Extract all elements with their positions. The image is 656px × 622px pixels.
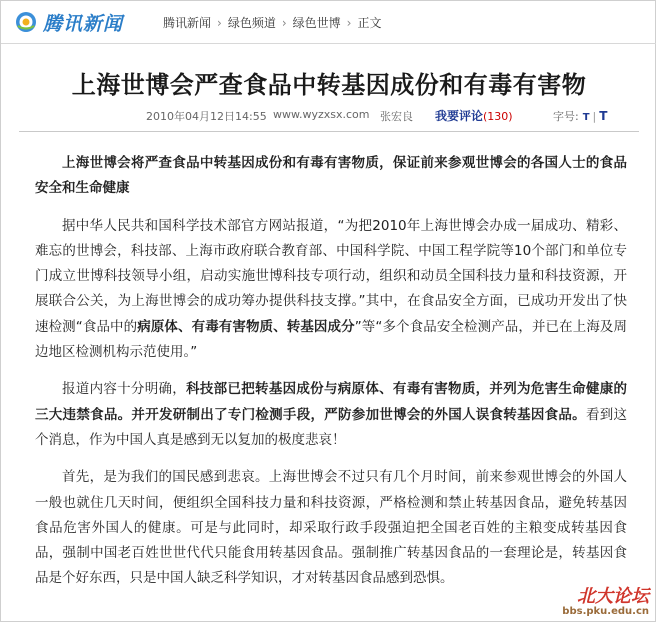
font-size-control [553,108,607,124]
article-source: www.wyzxsx.com [273,108,370,121]
article-paragraph-4: 首先，是为我们的国民感到悲哀。上海世博会不过只有几个月时间，前来参观世博会的外国人一般也就住几天时间，便组织全国科技力量和科技资源，严格检测和禁止转基因食品，避免转基因食品危害外国人的健康。可是与此同时，却采取行政手段强迫把全国老百姓的主粮变成转基因食品，强制中国老百姓世世代代只能食用转基因食品。强制推广转基因食品的一套理论是，转基因食品是个好东西，只是中国人缺乏科学知识，才对转基因食品感到恐惧。 [35,469,627,587]
article-meta-bar [1,108,656,126]
publish-date: 2010年04月12日14:55 [146,110,267,123]
article-body [35,151,627,604]
comment-count: (130) [483,110,513,123]
article-title: 上海世博会严查食品中转基因成份和有毒有害物 [71,70,587,99]
breadcrumb-separator: › [346,16,352,30]
font-size-label: 字号: [553,110,579,123]
top-navigation-bar [1,1,656,44]
breadcrumb-item-green-expo[interactable]: 绿色世博 [292,16,341,30]
article-paragraph-3: 报道内容十分明确，科技部已把转基因成份与病原体、有毒有害物质，并列为危害生命健康的三大违禁食品。并开发研制出了专门检测手段，严防参加世博会的外国人误食转基因食品。看到这个消息，作为中国人真是感到无以复加的极度悲哀！ [35,381,628,448]
tencent-logo-icon [15,11,37,33]
font-size-large-button[interactable]: T [599,109,608,123]
breadcrumb-item-tencent-news[interactable]: 腾讯新闻 [163,16,212,30]
breadcrumb-separator: › [217,16,222,30]
title-divider [19,131,639,132]
font-size-divider: | [592,110,597,123]
comment-label: 我要评论 [435,109,484,123]
logo-text: 腾讯新闻 [43,12,124,35]
breadcrumb-separator: › [281,16,287,30]
article-lead-paragraph: 上海世博会将严查食品中转基因成份和有毒有害物质，保证前来参观世博会的各国人士的食品安全和生命健康 [35,155,627,197]
site-logo[interactable] [15,7,123,37]
watermark-text: 北大论坛 [577,586,649,607]
forum-watermark [533,575,649,615]
breadcrumb-item-green-channel[interactable]: 绿色频道 [227,16,276,30]
breadcrumb [163,14,382,31]
watermark-url: bbs.pku.edu.cn [562,606,649,617]
font-size-small-button[interactable]: T [582,112,590,123]
comment-link[interactable] [435,107,513,124]
breadcrumb-item-current: 正文 [357,16,382,30]
article-paragraph-2: 据中华人民共和国科学技术部官方网站报道，“为把2010年上海世博会办成一届成功、精彩、难忘的世博会，科技部、上海市政府联合教育部、中国科学院、中国工程学院等10个部门和单位专门成立世博科技领导小组，启动实施世博科技专项行动，组织和动员全国科技力量和科技资源，开展联合公关，为上海世博会的成功筹办提供科技支撑。”其中，在食品安全方面，已成功开发出了快速检测“食品中的病原体、有毒有害物质、转基因成分”等“多个食品安全检测产品，并已在上海及周边地区检测机构示范使用。” [35,217,628,361]
article-author: 张宏良 [380,110,413,123]
